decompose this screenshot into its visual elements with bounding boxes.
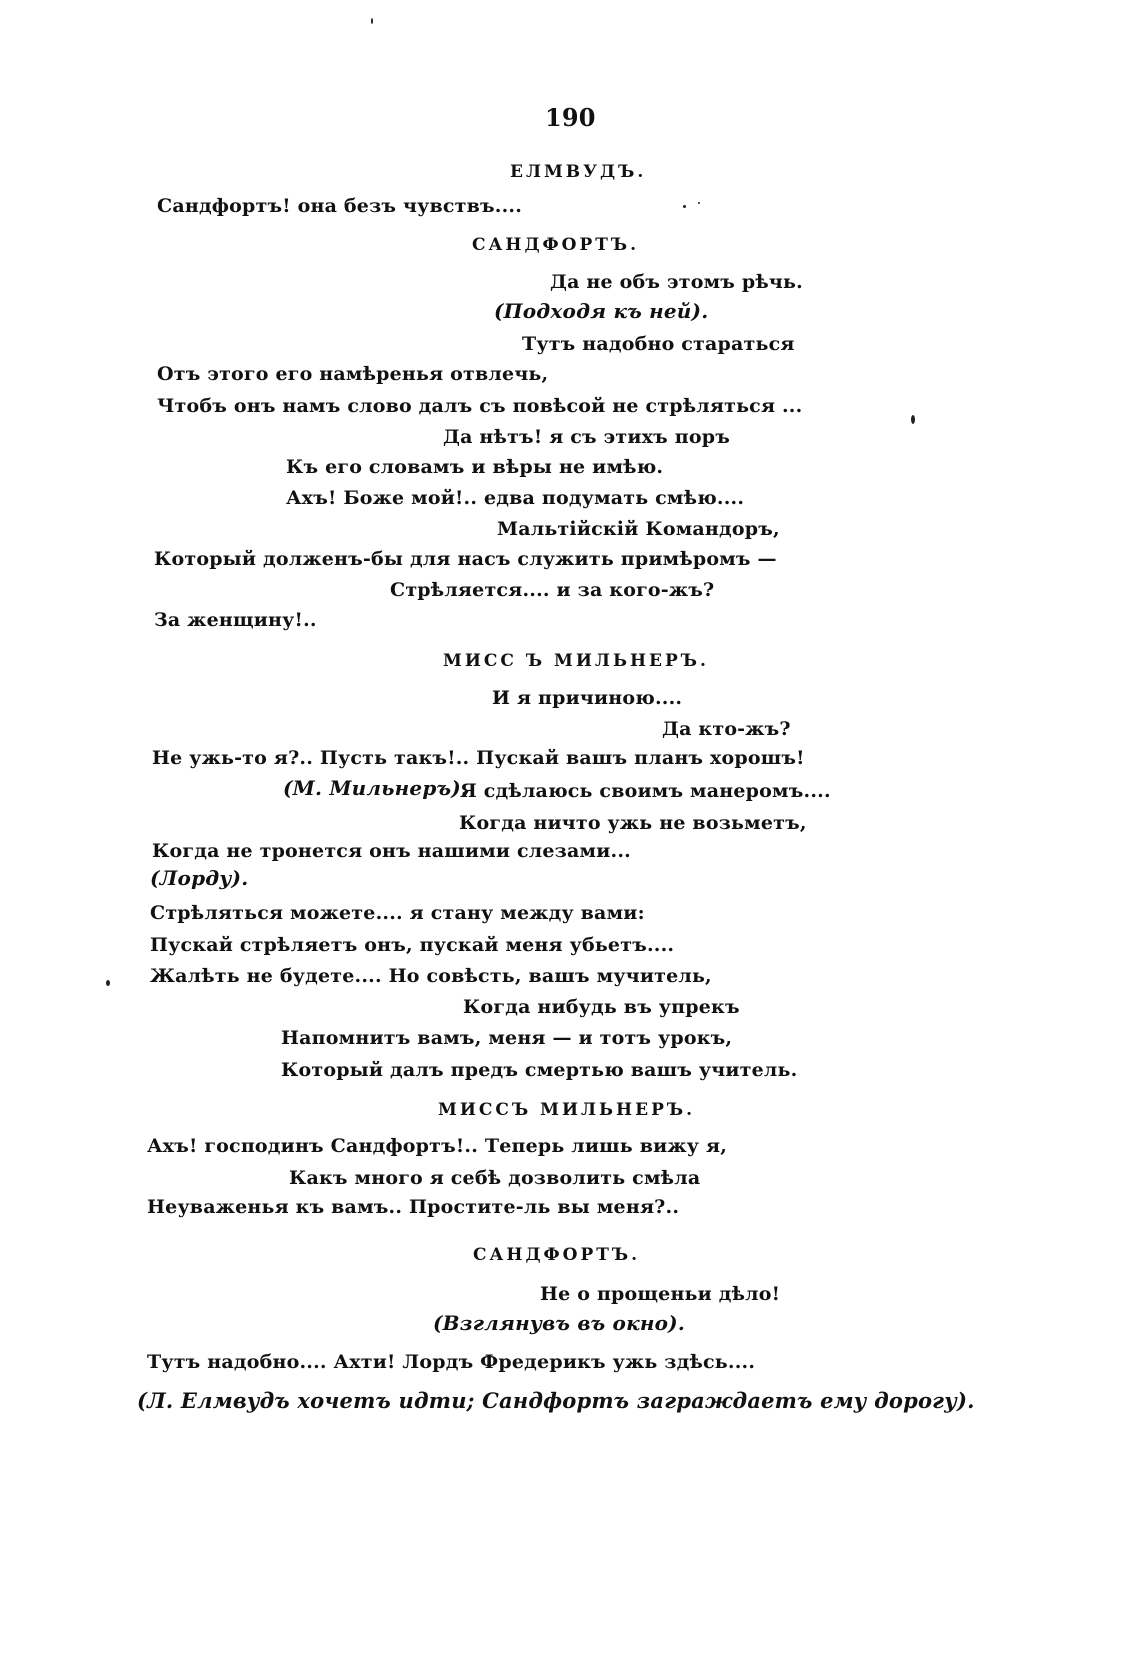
stage-direction: (М. Мильнеръ). — [283, 776, 469, 800]
verse-line: Когда ничто ужь не возьметъ, — [459, 812, 807, 834]
stage-direction: (Л. Елмвудъ хочетъ идти; Сандфортъ заграждаетъ ему дорогу). — [137, 1388, 975, 1413]
verse-line: Мальтійскій Командоръ, — [497, 518, 780, 540]
verse-line: Я сдѣлаюсь своимъ манеромъ.... — [460, 780, 831, 802]
verse-line: Ахъ! Боже мой!.. едва подумать смѣю.... — [286, 487, 745, 509]
verse-line: Пускай стрѣляетъ онъ, пускай меня убьетъ.... — [150, 934, 675, 956]
verse-line: Не ужь-то я?.. Пусть такъ!.. Пускай вашъ планъ хорошъ! — [152, 747, 805, 769]
scan-speck — [911, 415, 915, 424]
verse-line: Когда не тронется онъ нашими слезами... — [152, 840, 631, 862]
scan-speck — [698, 202, 700, 204]
speaker-sandfort: САНДФОРТЪ. — [472, 235, 640, 255]
scan-speck — [371, 18, 373, 24]
page-number: 190 — [545, 103, 596, 132]
verse-line: Да нѣтъ! я съ этихъ поръ — [443, 426, 730, 448]
verse-line: За женщину!.. — [154, 609, 317, 631]
scan-speck — [683, 205, 686, 208]
verse-line: Стрѣляется.... и за кого-жъ? — [390, 579, 715, 601]
speaker-miss-milner: МИССЪ МИЛЬНЕРЪ. — [438, 1100, 696, 1120]
speaker-miss-milner: МИСС Ъ МИЛЬНЕРЪ. — [443, 651, 709, 671]
verse-line: Который далъ предъ смертью вашъ учитель. — [281, 1059, 798, 1081]
verse-line: Стрѣляться можете.... я стану между вами: — [150, 902, 645, 924]
verse-line: Тутъ надобно.... Ахти! Лордъ Фредерикъ ужь здѣсь.... — [147, 1351, 756, 1373]
verse-line: Тутъ надобно стараться — [522, 333, 795, 355]
verse-line: Да не объ этомъ рѣчь. — [550, 271, 803, 293]
scan-speck — [106, 980, 110, 986]
verse-line: И я причиною.... — [492, 687, 683, 709]
speaker-elmwood: ЕЛМВУДЪ. — [510, 162, 647, 182]
verse-line: Ахъ! господинъ Сандфортъ!.. Теперь лишь вижу я, — [147, 1135, 728, 1157]
verse-line: Который долженъ-бы для насъ служить примѣромъ — — [154, 548, 777, 570]
verse-line: Какъ много я себѣ дозволить смѣла — [289, 1167, 701, 1189]
verse-line: Сандфортъ! она безъ чувствъ.... — [157, 195, 523, 217]
verse-line: Когда нибудь въ упрекъ — [463, 996, 740, 1018]
stage-direction: (Взглянувъ въ окно). — [433, 1311, 685, 1335]
speaker-sandfort: САНДФОРТЪ. — [473, 1245, 641, 1265]
stage-direction: (Подходя къ ней). — [494, 299, 709, 323]
verse-line: Неуваженья къ вамъ.. Простите-ль вы меня?.. — [147, 1196, 680, 1218]
verse-line: Жалѣть не будете.... Но совѣсть, вашъ мучитель, — [150, 965, 712, 987]
verse-line: Не о прощеньи дѣло! — [540, 1283, 781, 1305]
verse-line: Къ его словамъ и вѣры не имѣю. — [286, 456, 664, 478]
verse-line: Да кто-жъ? — [662, 718, 791, 740]
stage-direction: (Лорду). — [150, 866, 249, 890]
verse-line: Чтобъ онъ намъ слово далъ съ повѣсой не стрѣляться ... — [157, 395, 803, 417]
verse-line: Отъ этого его намѣренья отвлечь, — [157, 363, 549, 385]
verse-line: Напомнитъ вамъ, меня — и тотъ урокъ, — [281, 1027, 733, 1049]
